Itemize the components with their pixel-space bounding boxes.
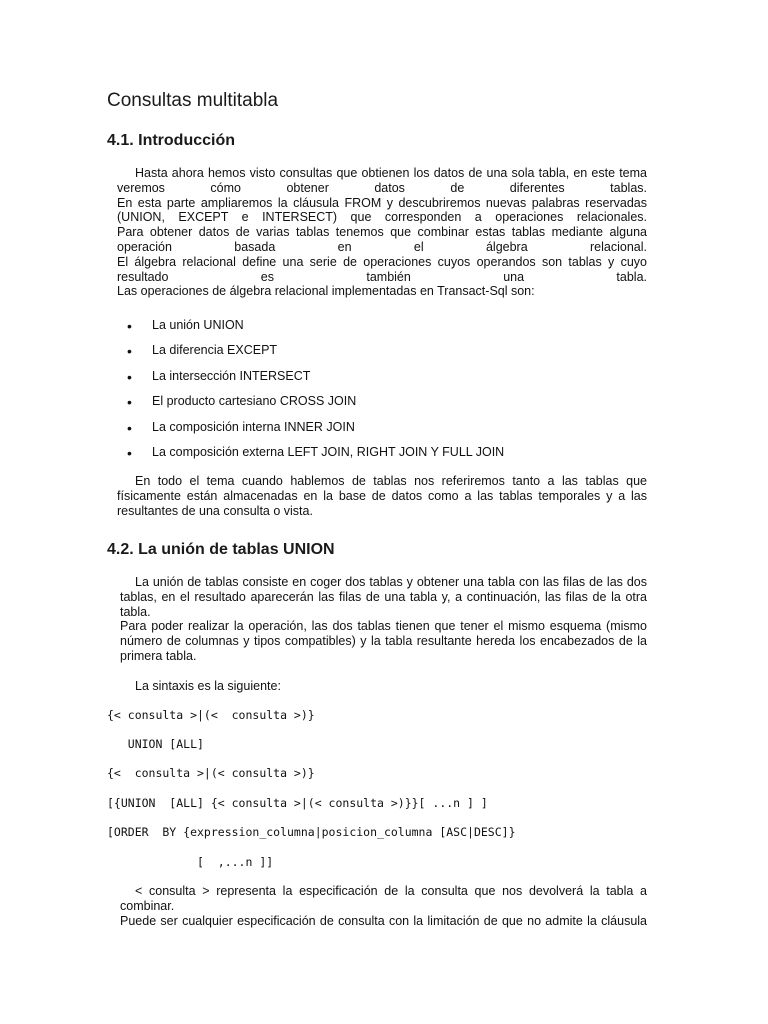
text-line: resultado es también una tabla. (117, 269, 647, 284)
section-heading-union: 4.2. La unión de tablas UNION (107, 541, 335, 558)
code-line: {< consulta >|(< consulta >)} (107, 766, 315, 780)
text-line: resultantes de una consulta o vista. (117, 503, 313, 518)
text-line: Puede ser cualquier especificación de consulta con la limitación de que no admite la cláusula (120, 913, 647, 928)
intro-paragraph (117, 166, 647, 299)
list-item: • La composición externa LEFT JOIN, RIGHT JOIN Y FULL JOIN (127, 444, 505, 461)
syntax-intro (135, 679, 665, 694)
text-line: combinar. (120, 898, 175, 913)
text-line: < consulta > representa la especificación de la consulta que nos devolverá la tabla a (135, 884, 647, 898)
bullet-icon: • (127, 343, 132, 360)
text-line: La unión de tablas consiste en coger dos tablas y obtener una tabla con las filas de las dos (135, 575, 647, 589)
text-line: físicamente están almacenadas en la base de datos como a las tablas temporales y a las (117, 488, 647, 503)
list-item: • La intersección INTERSECT (127, 368, 311, 385)
text-line: Las operaciones de álgebra relacional implementadas en Transact-Sql son: (117, 284, 535, 299)
section-heading-introduccion: 4.1. Introducción (107, 132, 236, 149)
bullet-icon: • (127, 444, 132, 461)
code-line: [{UNION [ALL] {< consulta >|(< consulta >)}}[ ...n ] ] (107, 796, 488, 810)
chapter-title: Consultas multitabla (107, 90, 279, 111)
code-line: UNION [ALL] (107, 737, 204, 751)
text-line: Para obtener datos de varias tablas tenemos que combinar estas tablas mediante alguna (117, 225, 647, 240)
relational-operations-list (127, 318, 504, 470)
text-line: El álgebra relacional define una serie de operaciones cuyos operandos son tablas y cuyo (117, 254, 647, 269)
text-line: (UNION, EXCEPT e INTERSECT) que corresponden a operaciones relacionales. (117, 210, 647, 225)
list-item: • La unión UNION (127, 318, 244, 334)
text-line: Para poder realizar la operación, las dos tablas tienen que tener el mismo esquema (mismo (120, 619, 647, 634)
list-item: • La composición interna INNER JOIN (127, 419, 355, 436)
text-line: veremos cómo obtener datos de diferentes tablas. (117, 180, 647, 195)
bullet-icon: • (127, 394, 132, 411)
code-line: {< consulta >|(< consulta >)} (107, 708, 315, 722)
text-line: número de columnas y tipos compatibles) y la tabla resultante hereda los encabezados de la (120, 634, 647, 649)
text-line: operación basada en el álgebra relacional. (117, 239, 647, 254)
bullet-icon: • (127, 318, 132, 334)
text-line: En esta parte ampliaremos la cláusula FROM y descubriremos nuevas palabras reservadas (117, 195, 647, 210)
text-line: primera tabla. (120, 648, 197, 663)
list-item: • El producto cartesiano CROSS JOIN (127, 394, 357, 411)
text-line: La sintaxis es la siguiente: (135, 679, 281, 693)
code-line: [ORDER BY {expression_columna|posicion_columna [ASC|DESC]} (107, 825, 516, 839)
union-paragraph (120, 575, 647, 664)
text-line: En todo el tema cuando hablemos de tablas nos referiremos tanto a las tablas que (135, 474, 647, 488)
text-line: tablas, en el resultado aparecerán las filas de una tabla y, a continuación, las filas de la otra (120, 589, 647, 604)
code-line: [ ,...n ]] (107, 855, 274, 869)
text-line: tabla. (120, 604, 151, 619)
text-line: Hasta ahora hemos visto consultas que obtienen los datos de una sola tabla, en este tema (135, 166, 647, 180)
consulta-paragraph (120, 884, 647, 928)
list-item: • La diferencia EXCEPT (127, 343, 278, 360)
closing-paragraph (117, 474, 647, 518)
bullet-icon: • (127, 368, 132, 385)
bullet-icon: • (127, 419, 132, 436)
